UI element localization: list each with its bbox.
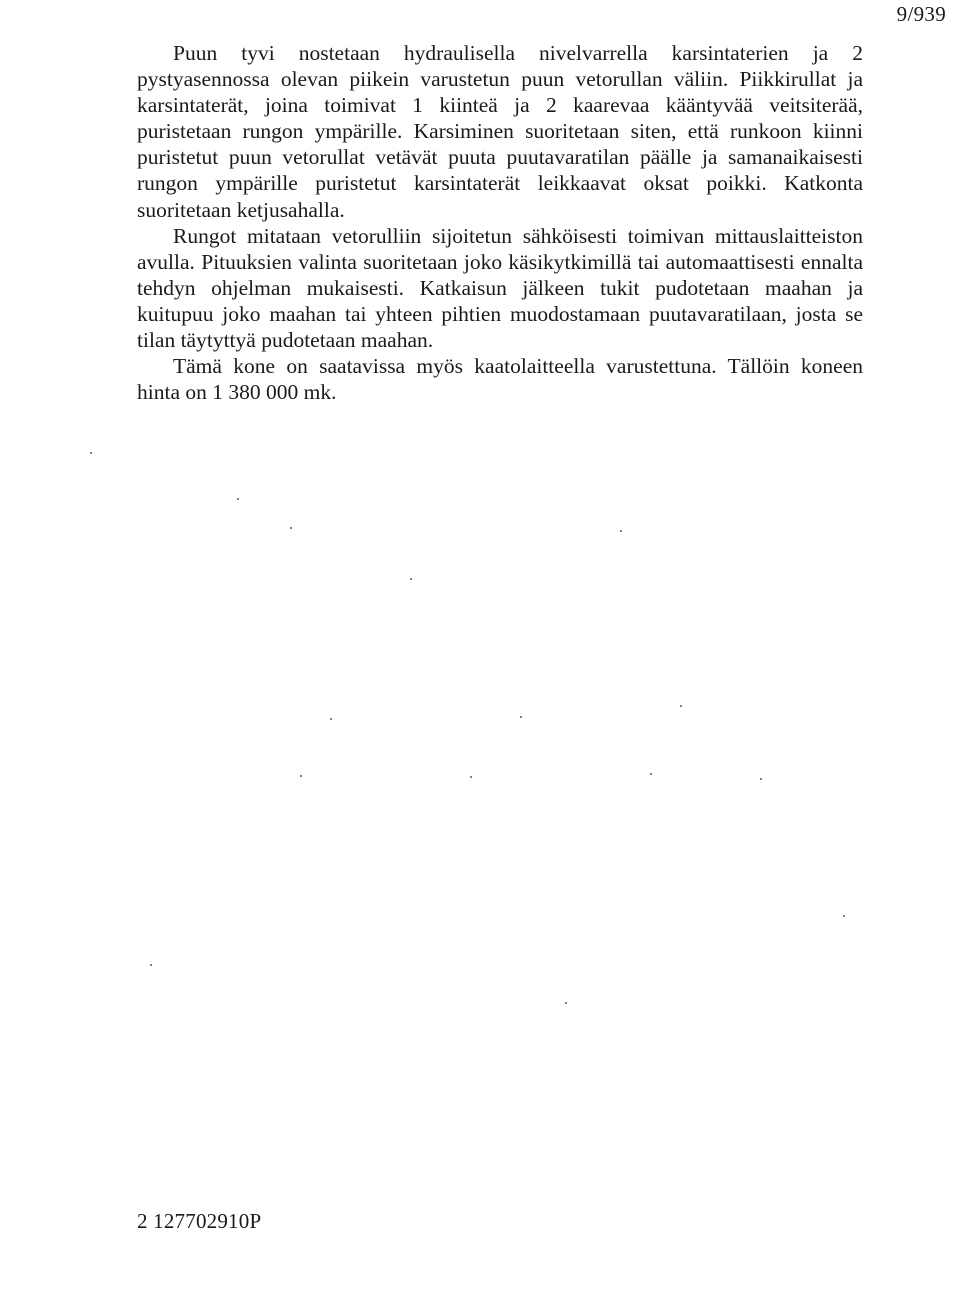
scan-speck	[90, 452, 92, 454]
scan-speck	[150, 964, 152, 966]
scan-speck	[520, 716, 522, 718]
scan-speck	[330, 718, 332, 720]
scan-speck	[680, 705, 682, 707]
body-text	[137, 40, 863, 405]
scan-speck	[565, 1002, 567, 1004]
scan-speck	[470, 776, 472, 778]
paragraph-1: Puun tyvi nostetaan hydraulisella nivelvarrella karsintaterien ja 2 pystyasennossa olevan piikein varustetun puun vetorullan väliin. Piikkirullat ja karsintaterät, joina toimivat 1 kiinteä ja 2 kaarevaa kääntyvää veitsiterää, puristetaan rungon ympärille. Karsiminen suoritetaan siten, että runkoon kiinni puristetut puun vetorullat vetävät puuta puutavaratilan päälle ja samanaikaisesti rungon ympärille puristetut karsintaterät leikkaavat oksat poikki. Katkonta suoritetaan ketjusahalla.	[137, 41, 863, 222]
page-number: 9/939	[896, 2, 946, 26]
paragraph-2: Rungot mitataan vetorulliin sijoitetun sähköisesti toimivan mittauslaitteiston avulla. Pituuksien valinta suoritetaan joko käsikytkimillä tai automaattisesti ennalta tehdyn ohjelman mukaisesti. Katkaisun jälkeen tukit pudotetaan maahan ja kuitupuu joko maahan tai yhteen pihtien muodostamaan puutavaratilaan, josta se tilan täytyttyä pudotetaan maahan.	[137, 223, 863, 353]
scan-speck	[410, 578, 412, 580]
paragraph-3: Tämä kone on saatavissa myös kaatolaitteella varustettuna. Tällöin koneen hinta on 1 380 000 mk.	[137, 354, 863, 405]
scan-speck	[843, 915, 845, 917]
scan-speck	[760, 778, 762, 780]
scan-speck	[620, 530, 622, 532]
scan-speck	[300, 775, 302, 777]
scan-speck	[290, 527, 292, 529]
footer-code: 2 127702910P	[137, 1209, 262, 1233]
scan-speck	[237, 498, 239, 500]
scan-speck	[650, 773, 652, 775]
